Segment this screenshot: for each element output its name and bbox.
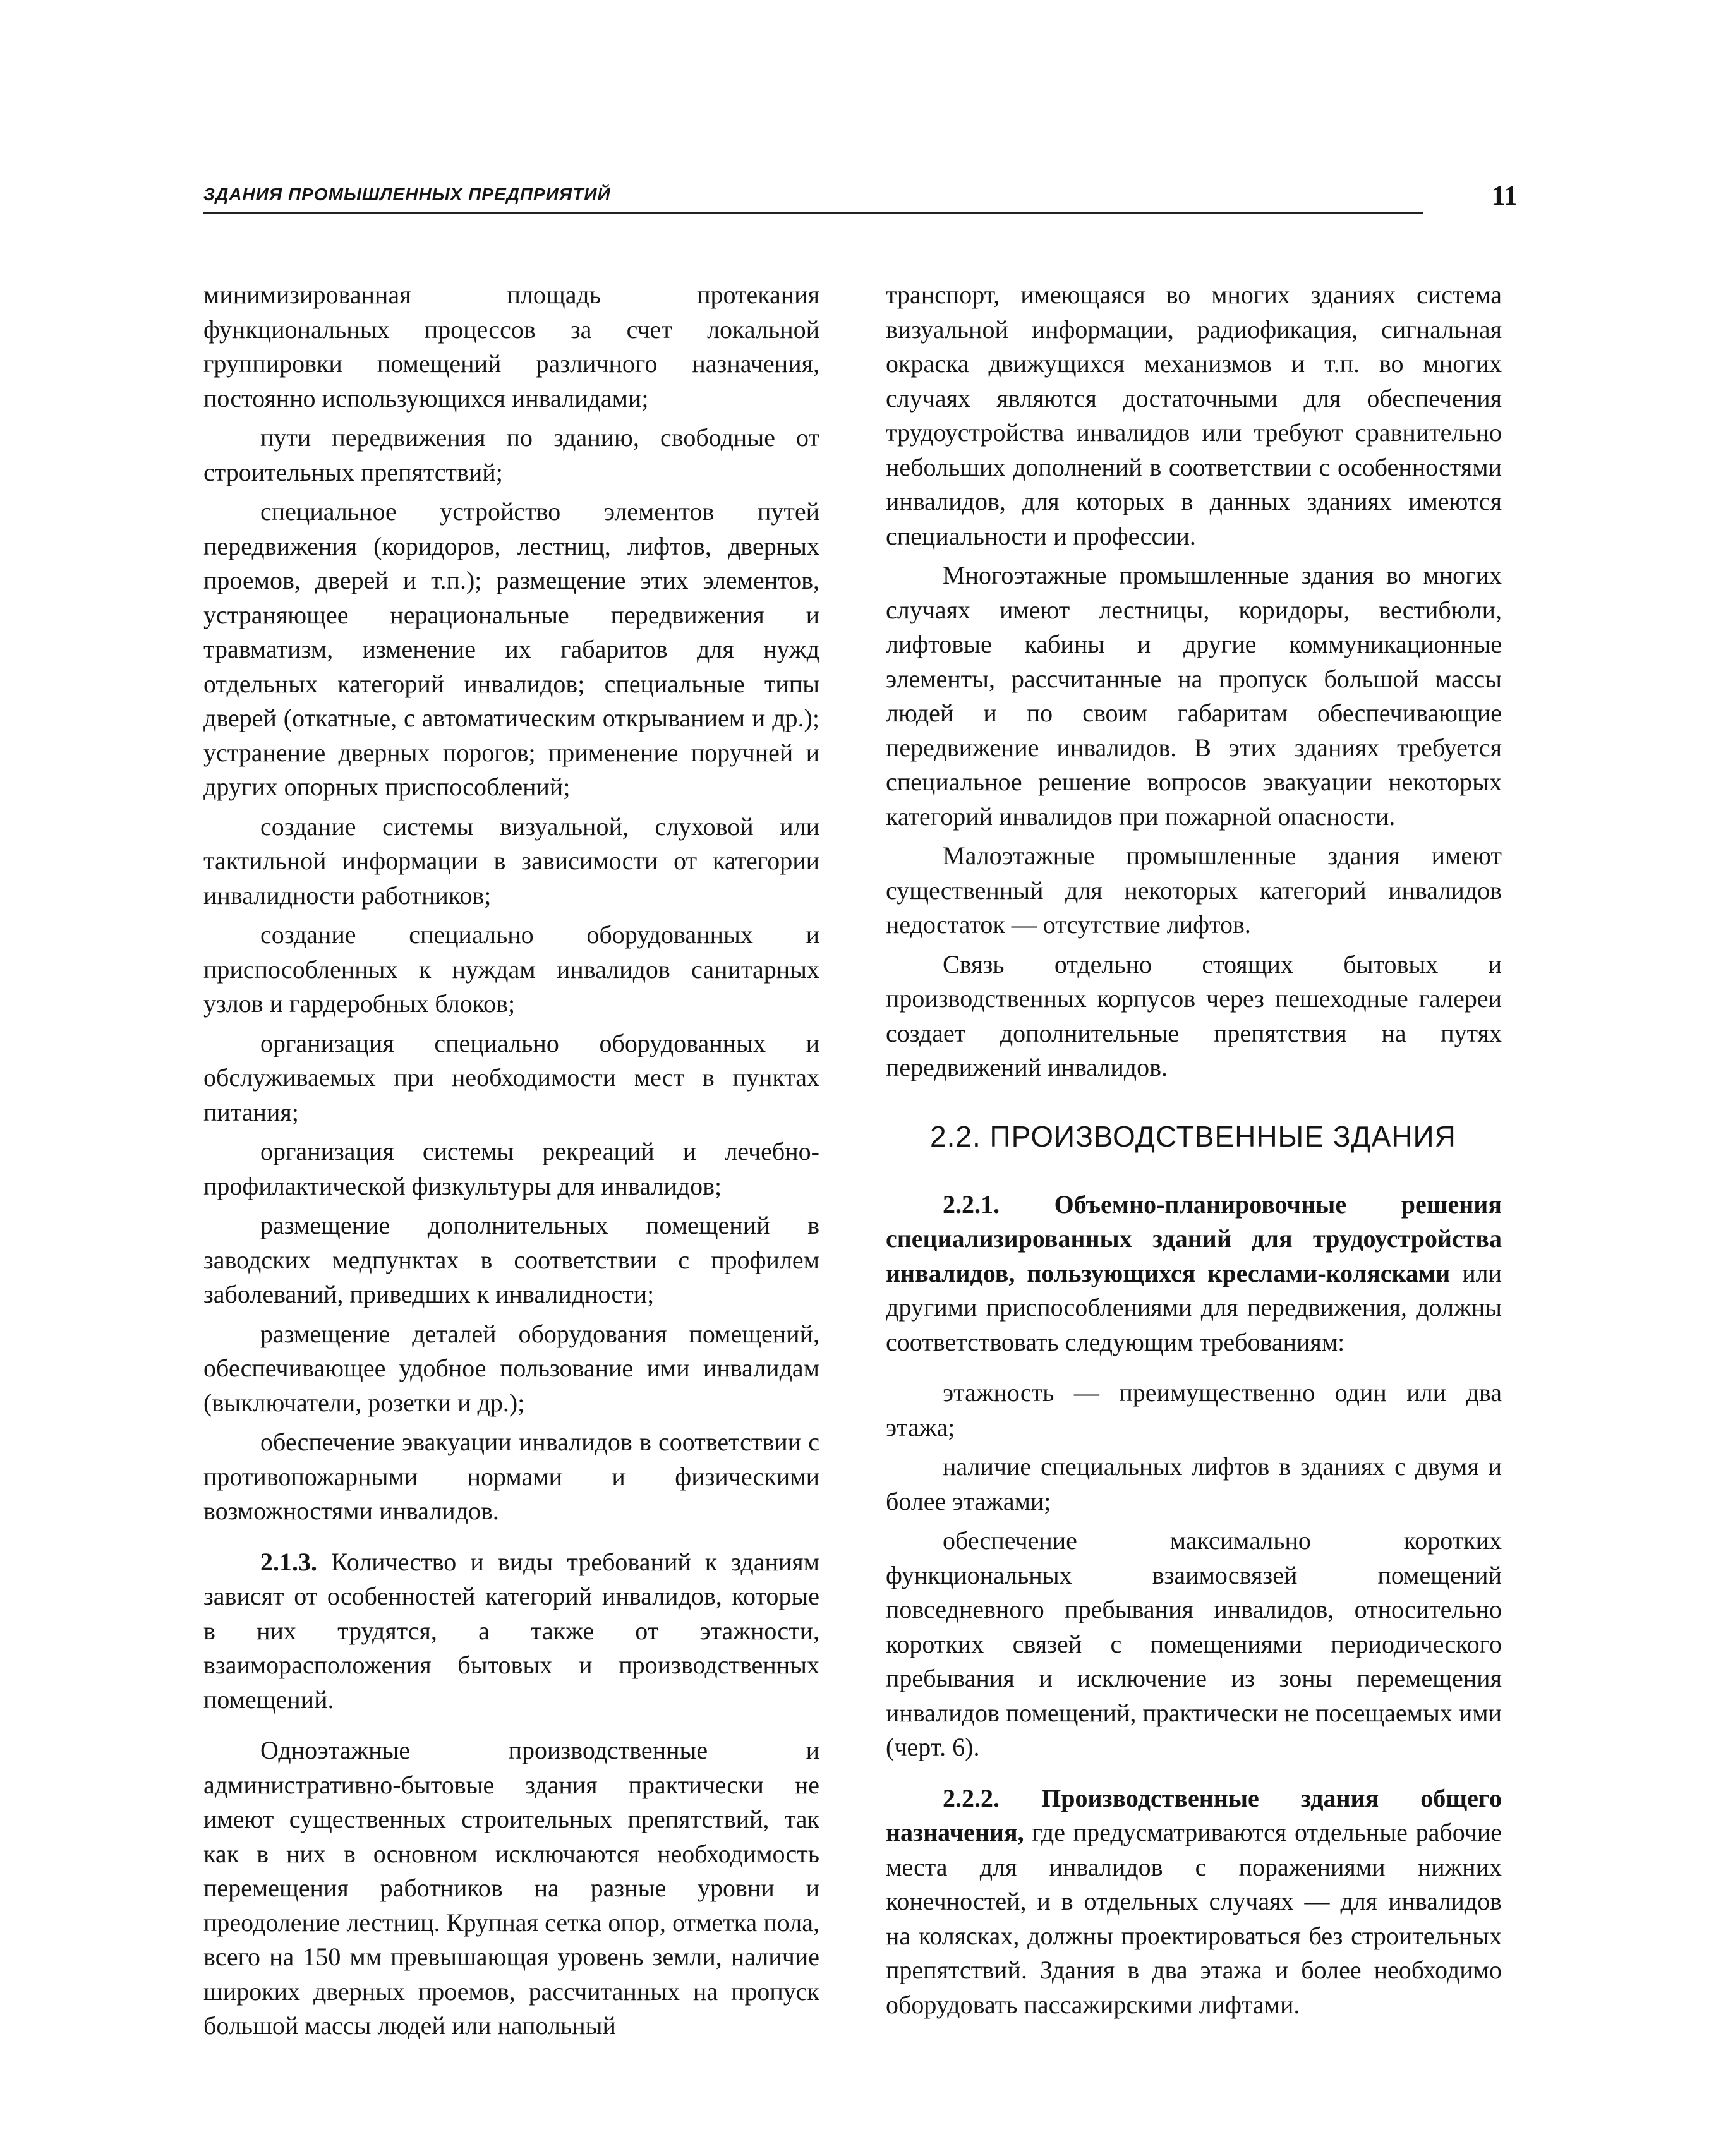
paragraph: транспорт, имеющаяся во многих зданиях система визуальной информации, радиофикация, сигнальная окраска движущихся механизмов и т.п. во многих случаях являются достаточными для обеспечения трудоустройства инвалидов или требуют сравнительно небольших дополнений в соответствии с особенностями инвалидов, для которых в данных зданиях имеются специальности и профессии.: [886, 280, 1502, 550]
paragraph: Связь отдельно стоящих бытовых и производственных корпусов через пешеходные галереи создает дополнительные препятствия на путях передвижений инвалидов.: [886, 949, 1502, 1081]
clause-text: или другими приспособлениями для передвижения, должны соответствовать следующим требованиям:: [886, 1258, 1502, 1356]
clause-text: Количество и виды требований к зданиям зависят от особенностей категорий инвалидов, которые в них трудятся, а также от этажности, взаиморасположения бытовых и производственных помещений.: [203, 1547, 819, 1714]
running-head: ЗДАНИЯ ПРОМЫШЛЕННЫХ ПРЕДПРИЯТИЙ: [203, 184, 611, 204]
list-item: обеспечение максимально коротких функциональных взаимосвязей помещений повседневного пребывания инвалидов, относительно коротких связей с помещениями периодического пребывания и исключение из зоны перемещения инвалидов помещений, практически не посещаемых ими (черт. 6).: [886, 1526, 1502, 1761]
page-header: [203, 180, 1518, 215]
list-item: специальное устройство элементов путей передвижения (коридоров, лестниц, лифтов, дверных проемов, дверей и т.п.); размещение этих элементов, устраняющее нерациональные передвижения и травматизм, изменение их габаритов для нужд отдельных категорий инвалидов; специальные типы дверей (откатные, с автоматическим открыванием и др.); устранение дверных порогов; применение поручней и других опорных приспособлений;: [203, 497, 819, 801]
clause-bold: 2.2.1. Объемно-планировочные решения специализированных зданий для трудоустройства инвалидов, пользующихся креслами-колясками: [886, 1189, 1502, 1287]
list-item: размещение дополнительных помещений в заводских медпунктах в соответствии с профилем заболеваний, приведших к инвалидности;: [203, 1211, 819, 1308]
list-item: размещение деталей оборудования помещений, обеспечивающее удобное пользование ими инвалидам (выключатели, розетки и др.);: [203, 1319, 819, 1417]
header-rule: [203, 212, 1423, 214]
paragraph: Одноэтажные производственные и административно-бытовые здания практически не имеют существенных строительных препятствий, так как в них в основном исключаются необходимость перемещения работников на разные уровни и преодоление лестниц. Крупная сетка опор, отметка пола, всего на 150 мм превышающая уровень земли, наличие широких дверных проемов, рассчитанных на пропуск большой массы людей или напольный: [203, 1736, 819, 2040]
left-column: [203, 278, 819, 2060]
section-heading: 2.2. ПРОИЗВОДСТВЕННЫЕ ЗДАНИЯ: [930, 1119, 1456, 1153]
list-item: этажность — преимущественно один или два этажа;: [886, 1378, 1502, 1442]
list-item: пути передвижения по зданию, свободные от строительных препятствий;: [203, 423, 819, 486]
list-item: создание специально оборудованных и приспособленных к нуждам инвалидов санитарных узлов и гардеробных блоков;: [203, 920, 819, 1018]
list-item: создание системы визуальной, слуховой или тактильной информации в зависимости от категории инвалидности работников;: [203, 812, 819, 910]
right-column: [886, 278, 1502, 2039]
clause-text: где предусматриваются отдельные рабочие места для инвалидов с поражениями нижних конечностей, и в отдельных случаях — для инвалидов на колясках, должны проектироваться без строительных препятствий. Здания в два этажа и более необходимо оборудовать пассажирскими лифтами.: [886, 1818, 1502, 2019]
paragraph: Многоэтажные промышленные здания во многих случаях имеют лестницы, коридоры, вестибюли, лифтовые кабины и другие коммуникационные элементы, рассчитанные на пропуск большой массы людей и по своим габаритам обеспечивающие передвижение инвалидов. В этих зданиях требуется специальное решение вопросов эвакуации некоторых категорий инвалидов при пожарной опасности.: [886, 561, 1502, 831]
clause-number: 2.1.3.: [260, 1547, 317, 1576]
clause-2-2-1: [886, 1188, 1502, 1360]
clause-2-2-2: [886, 1781, 1502, 2023]
list-item: обеспечение эвакуации инвалидов в соответствии с противопожарными нормами и физическими возможностями инвалидов.: [203, 1428, 819, 1525]
clause-bold: 2.2.2. Производственные здания общего назначения,: [886, 1783, 1502, 1846]
paragraph: Малоэтажные промышленные здания имеют существенный для некоторых категорий инвалидов недостаток — отсутствие лифтов.: [886, 841, 1502, 939]
list-item: организация специально оборудованных и обслуживаемых при необходимости мест в пунктах питания;: [203, 1028, 819, 1126]
page-number: 11: [1491, 180, 1518, 211]
list-item: минимизированная площадь протекания функциональных процессов за счет локальной группировки помещений различного назначения, постоянно использующихся инвалидами;: [203, 280, 819, 413]
clause-2-1-3: [203, 1545, 819, 1718]
list-item: организация системы рекреаций и лечебно-профилактической физкультуры для инвалидов;: [203, 1137, 819, 1200]
list-item: наличие специальных лифтов в зданиях с двумя и более этажами;: [886, 1452, 1502, 1515]
